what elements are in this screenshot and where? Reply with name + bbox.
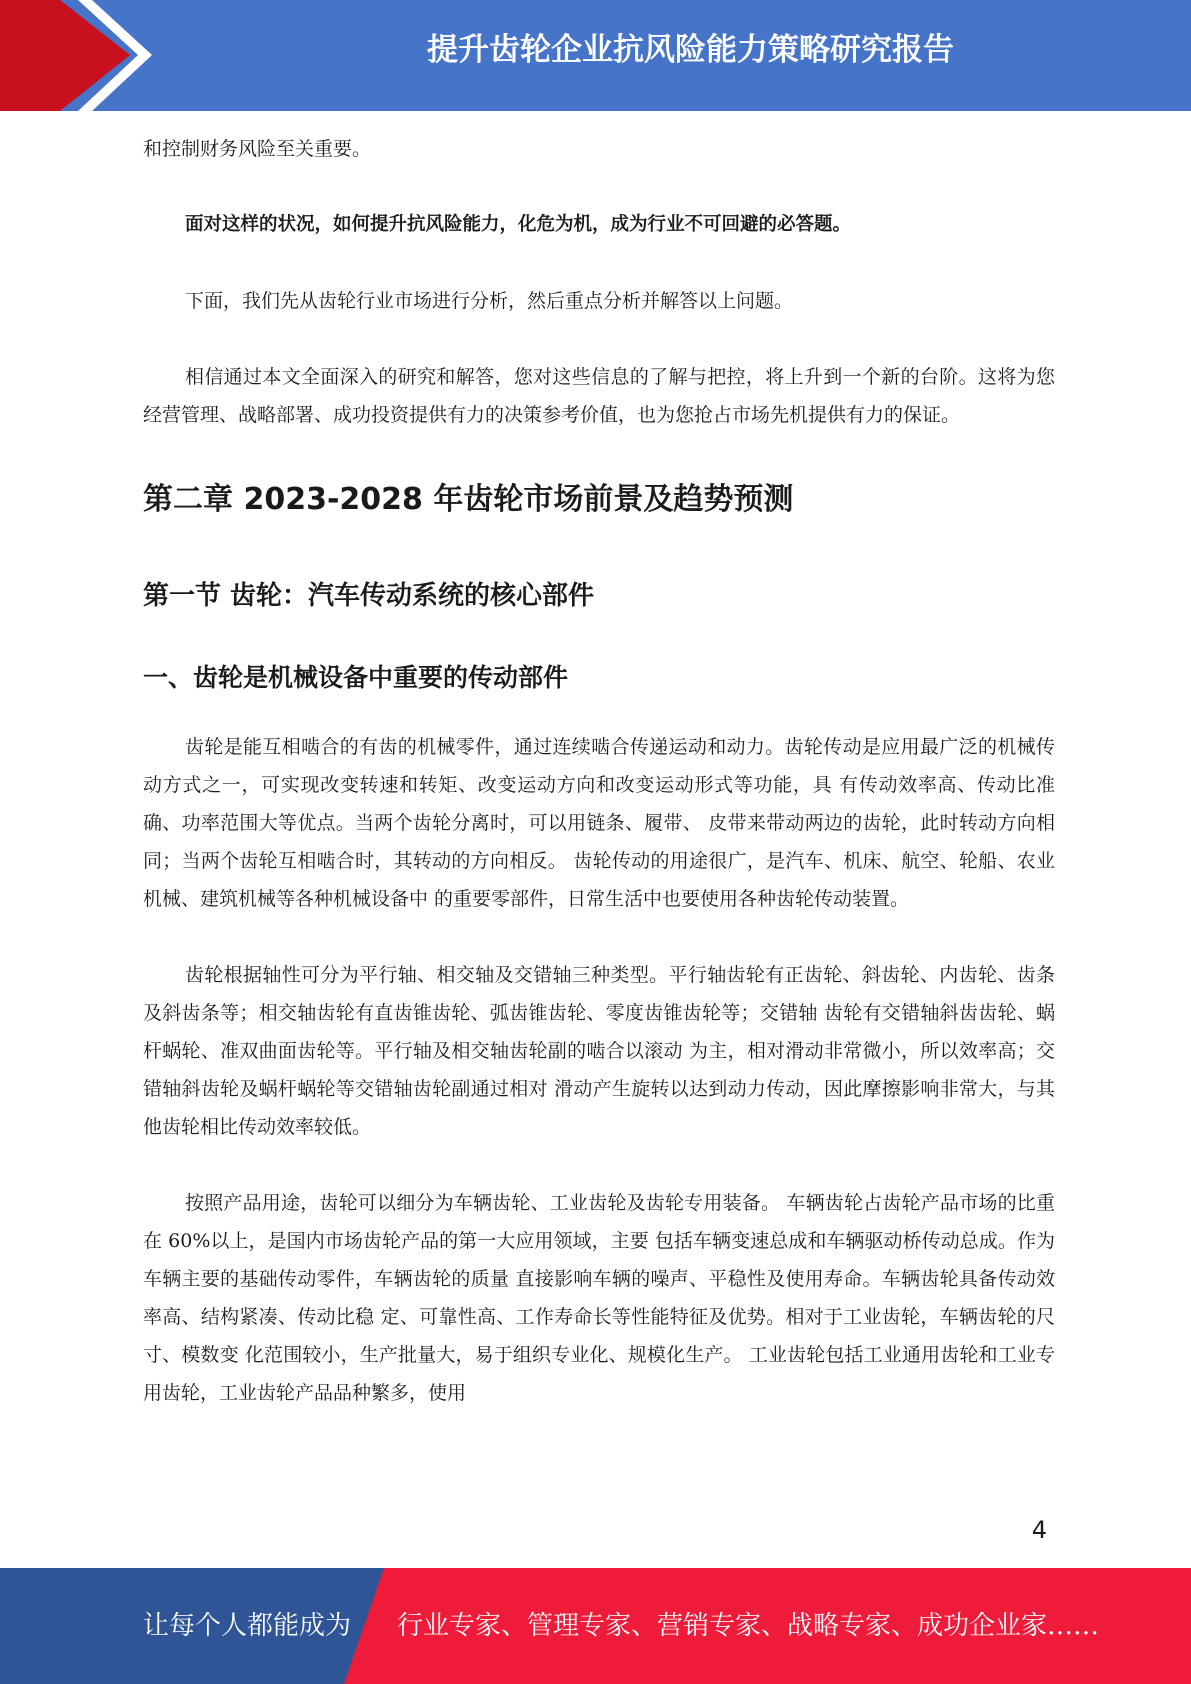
paragraph-continuation: 和控制财务风险至关重要。	[143, 138, 372, 160]
subsection-title: 一、齿轮是机械设备中重要的传动部件	[143, 663, 569, 692]
paragraph-value: 相信通过本文全面深入的研究和解答，您对这些信息的了解与把控，将上升到一个新的台阶。这将为您经营管理、战略部署、成功投资提供有力的决策参考价值，也为您抢占市场先机提供有力的保证。	[143, 366, 1055, 426]
paragraph-intro: 下面，我们先从齿轮行业市场进行分析，然后重点分析并解答以上问题。	[185, 290, 794, 312]
header-banner	[0, 0, 1191, 111]
footer-banner	[0, 1568, 1191, 1684]
document-body	[143, 130, 1055, 1412]
page-number: 4	[1031, 1516, 1047, 1544]
footer-slogan-left: 让每个人都能成为	[143, 1611, 352, 1641]
paragraph-gear-applications: 按照产品用途，齿轮可以细分为车辆齿轮、工业齿轮及齿轮专用装备。 车辆齿轮占齿轮产品市场的比重在 60%以上，是国内市场齿轮产品的第一大应用领域，主要 包括车辆变速总成和车辆驱动桥传动总成。作为车辆主要的基础传动零件，车辆齿轮的质量 直接影响车辆的噪声、平稳性及使用寿命。车辆齿轮具备传动效率高、结构紧凑、传动比稳 定、可靠性高、工作寿命长等性能特征及优势。相对于工业齿轮，车辆齿轮的尺寸、模数变 化范围较小，生产批量大，易于组织专业化、规模化生产。 工业齿轮包括工业通用齿轮和工业专用齿轮，工业齿轮产品品种繁多，使用	[143, 1192, 1055, 1404]
paragraph-bold-question: 面对这样的状况，如何提升抗风险能力，化危为机，成为行业不可回避的必答题。	[185, 214, 852, 235]
chapter-title: 第二章 2023-2028 年齿轮市场前景及趋势预测	[143, 482, 794, 517]
paragraph-gear-types: 齿轮根据轴性可分为平行轴、相交轴及交错轴三种类型。平行轴齿轮有正齿轮、斜齿轮、内齿轮、齿条及斜齿条等；相交轴齿轮有直齿锥齿轮、弧齿锥齿轮、零度齿锥齿轮等；交错轴 齿轮有交错轴斜齿齿轮、蜗杆蜗轮、准双曲面齿轮等。平行轴及相交轴齿轮副的啮合以滚动 为主，相对滑动非常微小，所以效率高；交错轴斜齿轮及蜗杆蜗轮等交错轴齿轮副通过相对 滑动产生旋转以达到动力传动，因此摩擦影响非常大，与其他齿轮相比传动效率较低。	[143, 964, 1055, 1138]
report-title: 提升齿轮企业抗风险能力策略研究报告	[427, 32, 954, 68]
footer-slogan-right: 行业专家、管理专家、营销专家、战略专家、成功企业家……	[397, 1611, 1100, 1641]
paragraph-gear-definition: 齿轮是能互相啮合的有齿的机械零件，通过连续啮合传递运动和动力。齿轮传动是应用最广泛的机械传动方式之一，可实现改变转速和转矩、改变运动方向和改变运动形式等功能，具 有传动效率高、传动比准确、功率范围大等优点。当两个齿轮分离时，可以用链条、履带、 皮带来带动两边的齿轮，此时转动方向相同；当两个齿轮互相啮合时，其转动的方向相反。 齿轮传动的用途很广，是汽车、机床、航空、轮船、农业机械、建筑机械等各种机械设备中 的重要零部件，日常生活中也要使用各种齿轮传动装置。	[143, 736, 1055, 910]
section-title: 第一节 齿轮：汽车传动系统的核心部件	[143, 581, 595, 611]
